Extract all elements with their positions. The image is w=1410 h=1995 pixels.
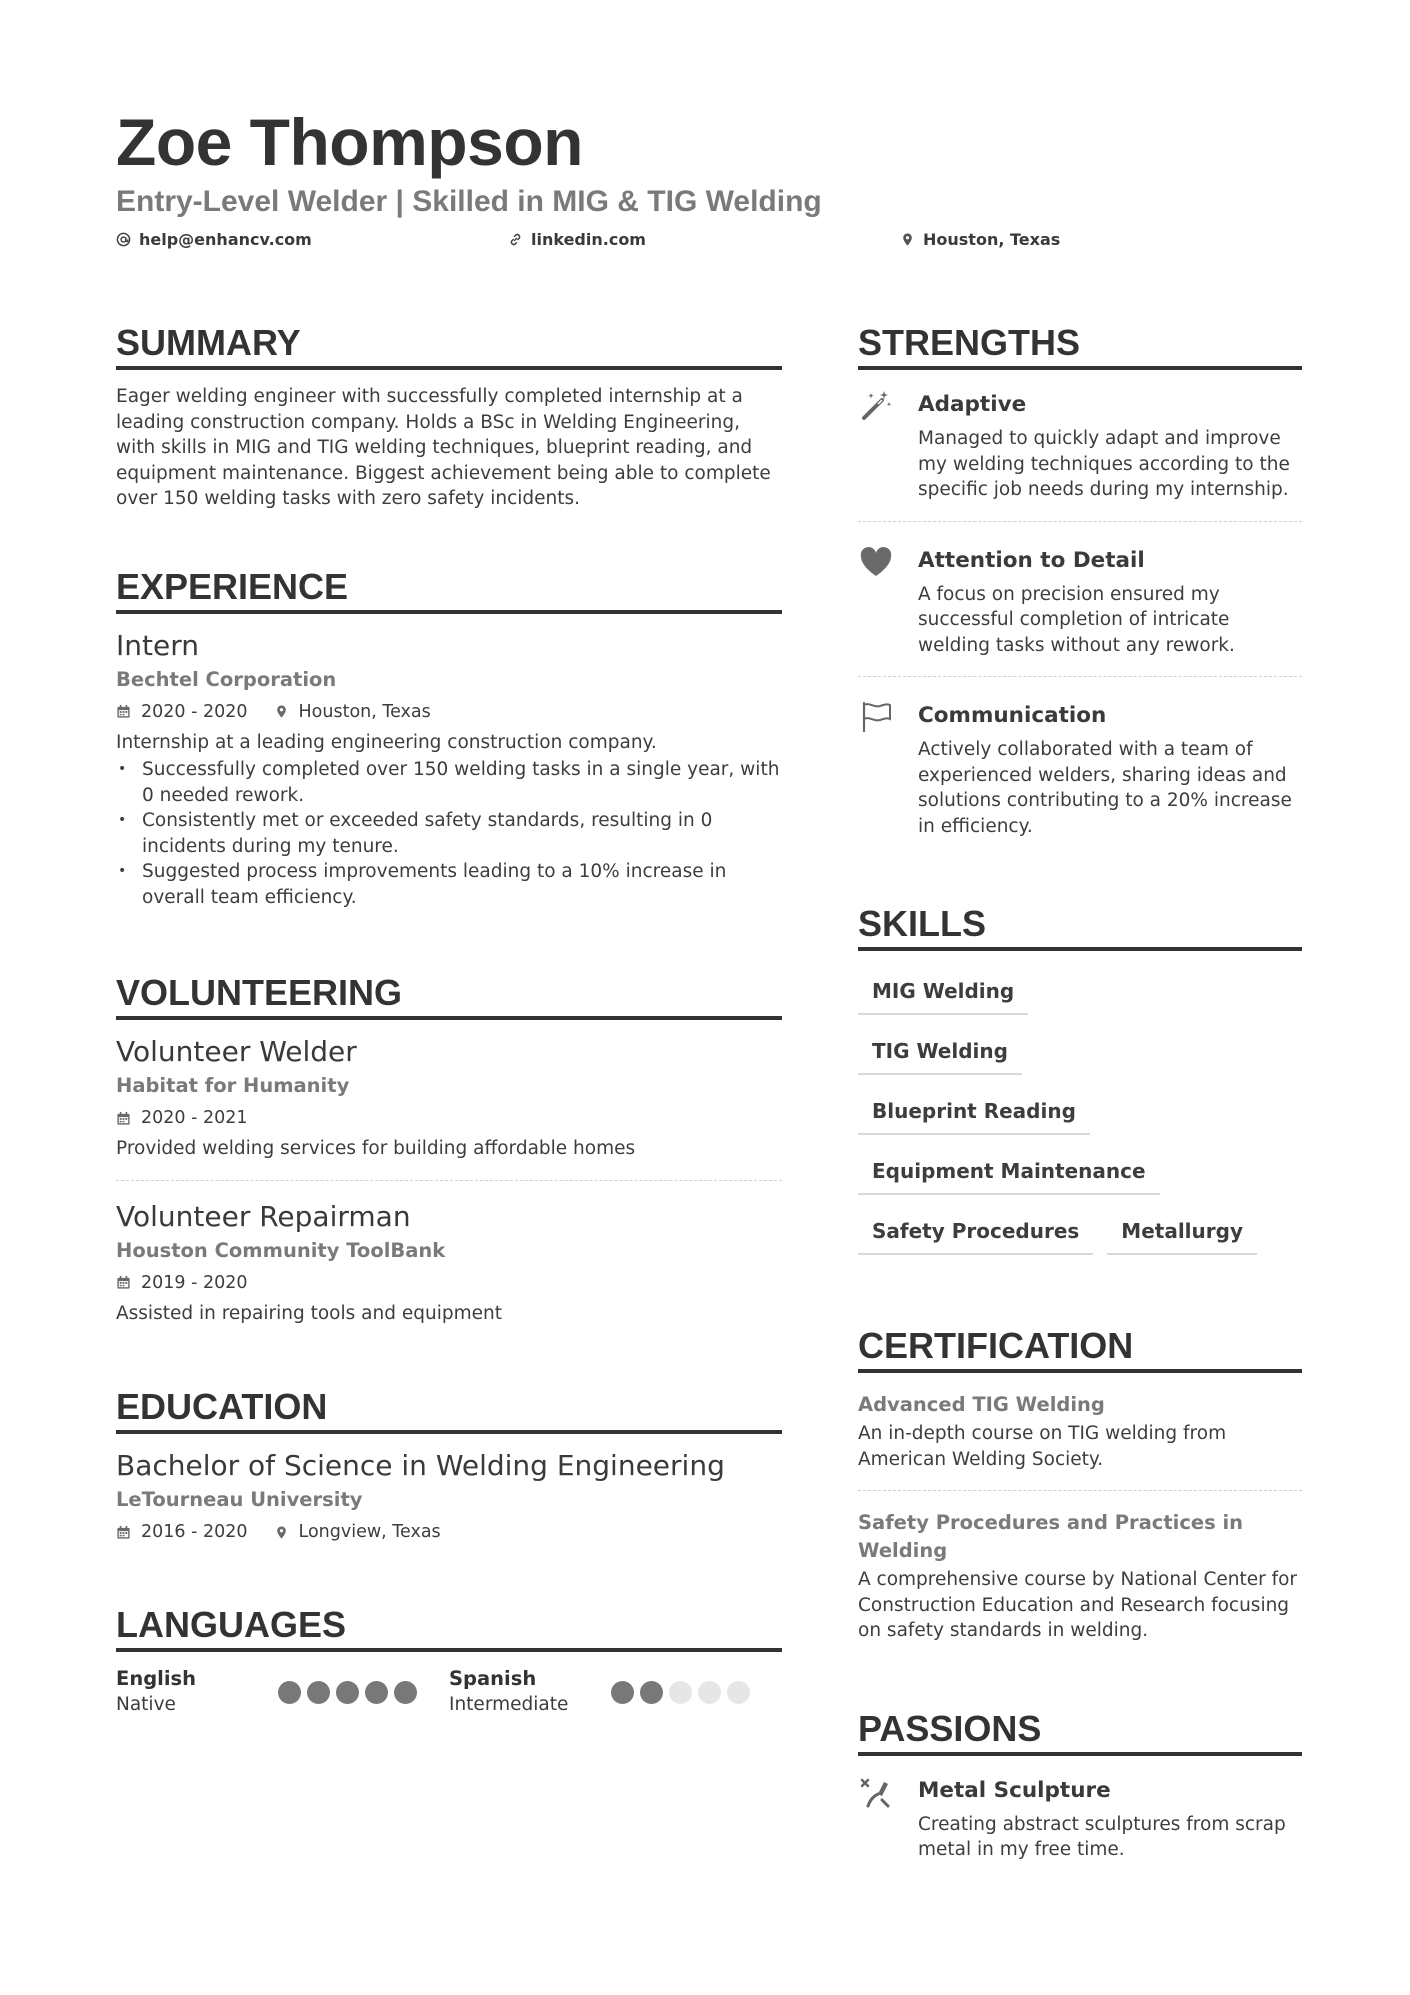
rating-dot-filled (611, 1681, 634, 1704)
strength-item (858, 695, 1302, 839)
candidate-tagline: Entry-Level Welder | Skilled in MIG & TIG Welding (116, 185, 822, 218)
passion-title: Metal Sculpture (918, 1777, 1111, 1803)
strengths-heading: STRENGTHS (858, 320, 1302, 370)
list-item: • Suggested process improvements leading to a 10% increase in overall team efficiency. (116, 859, 782, 910)
calendar-icon (116, 1275, 131, 1290)
divider (116, 1180, 782, 1181)
volunteering-heading: VOLUNTEERING (116, 970, 782, 1020)
certification-text: A comprehensive course by National Center for Construction Education and Research focusing on safety standards in welding. (858, 1569, 1298, 1641)
divider (858, 676, 1302, 677)
strength-item (858, 384, 1302, 503)
education-degree: Bachelor of Science in Welding Engineering (116, 1449, 725, 1482)
language-item (116, 1666, 449, 1718)
certification-title: Advanced TIG Welding (858, 1393, 1105, 1416)
education-school: LeTourneau University (116, 1488, 363, 1511)
contact-email-text: help@enhancv.com (139, 230, 312, 249)
rating-dot-filled (394, 1681, 417, 1704)
rating-dot-empty (669, 1681, 692, 1704)
location-pin-icon (274, 1525, 289, 1540)
language-rating (611, 1681, 750, 1704)
passions-section (858, 1706, 1302, 1863)
calendar-icon (116, 704, 131, 719)
experience-location: Houston, Texas (298, 701, 431, 722)
strength-title: Attention to Detail (918, 547, 1145, 573)
divider (858, 1490, 1302, 1491)
education-location: Longview, Texas (298, 1522, 441, 1542)
education-heading: EDUCATION (116, 1384, 782, 1434)
language-level: Native (116, 1694, 176, 1715)
experience-role: Intern (116, 628, 199, 662)
volunteering-role: Volunteer Welder (116, 1035, 357, 1068)
language-level: Intermediate (449, 1694, 569, 1715)
skills-list (858, 969, 1302, 1255)
contact-location (900, 230, 1060, 249)
calendar-icon (116, 1525, 131, 1540)
magic-wand-icon (858, 388, 894, 424)
experience-company: Bechtel Corporation (116, 667, 337, 691)
rating-dot-filled (278, 1681, 301, 1704)
skill-tag: Safety Procedures (858, 1209, 1093, 1255)
calendar-icon (116, 1111, 131, 1126)
contact-linkedin[interactable] (508, 230, 646, 249)
education-meta (116, 1518, 782, 1546)
strength-text: Managed to quickly adapt and improve my welding techniques according to the specific job needs during my internship. (918, 428, 1290, 500)
experience-meta (116, 698, 782, 726)
volunteering-meta (116, 1269, 782, 1297)
passion-text: Creating abstract sculptures from scrap metal in my free time. (918, 1813, 1286, 1860)
contact-email[interactable] (116, 230, 312, 249)
education-entry (116, 1448, 782, 1546)
passion-item (858, 1770, 1302, 1863)
volunteering-section (116, 970, 782, 1326)
rating-dot-filled (640, 1681, 663, 1704)
contact-location-text: Houston, Texas (923, 230, 1061, 249)
strength-item (858, 540, 1302, 659)
skills-heading: SKILLS (858, 901, 1302, 951)
location-pin-icon (274, 704, 289, 719)
languages-section (116, 1602, 782, 1718)
rating-dot-empty (727, 1681, 750, 1704)
volunteering-org: Habitat for Humanity (116, 1074, 350, 1097)
right-column (858, 320, 1302, 1863)
education-section (116, 1384, 782, 1546)
passions-heading: PASSIONS (858, 1706, 1302, 1756)
skills-section (858, 901, 1302, 1255)
heart-icon (858, 544, 894, 580)
languages-heading: LANGUAGES (116, 1602, 782, 1652)
strength-title: Adaptive (918, 392, 1027, 417)
language-rating (278, 1681, 417, 1704)
strength-title: Communication (918, 703, 1107, 728)
skill-tag: TIG Welding (858, 1029, 1022, 1075)
left-column (116, 320, 782, 1718)
skill-tag: Equipment Maintenance (858, 1149, 1160, 1195)
rating-dot-filled (336, 1681, 359, 1704)
volunteering-dates: 2020 - 2021 (141, 1108, 248, 1128)
volunteering-entry (116, 1034, 782, 1162)
summary-heading: SUMMARY (116, 320, 782, 370)
experience-section (116, 564, 782, 911)
at-icon (116, 232, 131, 247)
language-name: English (116, 1667, 197, 1690)
certification-item (858, 1509, 1302, 1644)
experience-heading: EXPERIENCE (116, 564, 782, 614)
volunteering-description: Assisted in repairing tools and equipment (116, 1302, 502, 1324)
rating-dot-empty (698, 1681, 721, 1704)
volunteering-description: Provided welding services for building affordable homes (116, 1138, 636, 1159)
list-item: • Consistently met or exceeded safety standards, resulting in 0 incidents during my tenure. (116, 808, 782, 859)
volunteering-role: Volunteer Repairman (116, 1199, 411, 1233)
languages-list (116, 1666, 782, 1718)
skill-tag: Blueprint Reading (858, 1089, 1090, 1135)
skill-tag: MIG Welding (858, 969, 1028, 1015)
rating-dot-filled (307, 1681, 330, 1704)
experience-description: Internship at a leading engineering construction company. (116, 731, 657, 753)
flag-icon (858, 699, 894, 735)
strength-text: Actively collaborated with a team of experienced welders, sharing ideas and solutions contributing to a 20% increase in efficiency. (918, 739, 1292, 837)
list-item: • Successfully completed over 150 welding tasks in a single year, with 0 needed rework. (116, 757, 782, 808)
volunteering-meta (116, 1104, 782, 1132)
skill-tag: Metallurgy (1107, 1209, 1257, 1255)
strengths-section (858, 320, 1302, 839)
certification-text: An in-depth course on TIG welding from American Welding Society. (858, 1423, 1227, 1470)
candidate-name: Zoe Thompson (116, 105, 583, 179)
strength-text: A focus on precision ensured my successful completion of intricate welding tasks without any rework. (918, 583, 1235, 656)
education-dates: 2016 - 2020 (141, 1522, 248, 1542)
rating-dot-filled (365, 1681, 388, 1704)
volunteering-org: Houston Community ToolBank (116, 1238, 446, 1262)
summary-section (116, 320, 782, 512)
certification-item (858, 1391, 1302, 1472)
summary-text: Eager welding engineer with successfully completed internship at a leading construction company. Holds a BSc in Welding Engineering, with skills in MIG and TIG welding techniques, blueprint reading, and equipment maintenance. Biggest achievement being able to complete over 150 welding tasks with zero safety incidents. (116, 386, 771, 509)
location-pin-icon (900, 232, 915, 247)
certification-heading: CERTIFICATION (858, 1323, 1302, 1373)
link-icon (508, 232, 523, 247)
contact-linkedin-text: linkedin.com (531, 230, 646, 249)
experience-dates: 2020 - 2020 (141, 701, 248, 722)
language-item (449, 1666, 782, 1718)
experience-entry (116, 628, 782, 911)
certification-section (858, 1323, 1302, 1644)
certification-title: Safety Procedures and Practices in Welding (858, 1511, 1244, 1562)
language-name: Spanish (449, 1667, 537, 1690)
volunteering-entry (116, 1199, 782, 1327)
divider (858, 521, 1302, 522)
experience-bullets (116, 757, 782, 910)
sculpture-tools-icon (858, 1774, 894, 1810)
volunteering-dates: 2019 - 2020 (141, 1272, 248, 1293)
